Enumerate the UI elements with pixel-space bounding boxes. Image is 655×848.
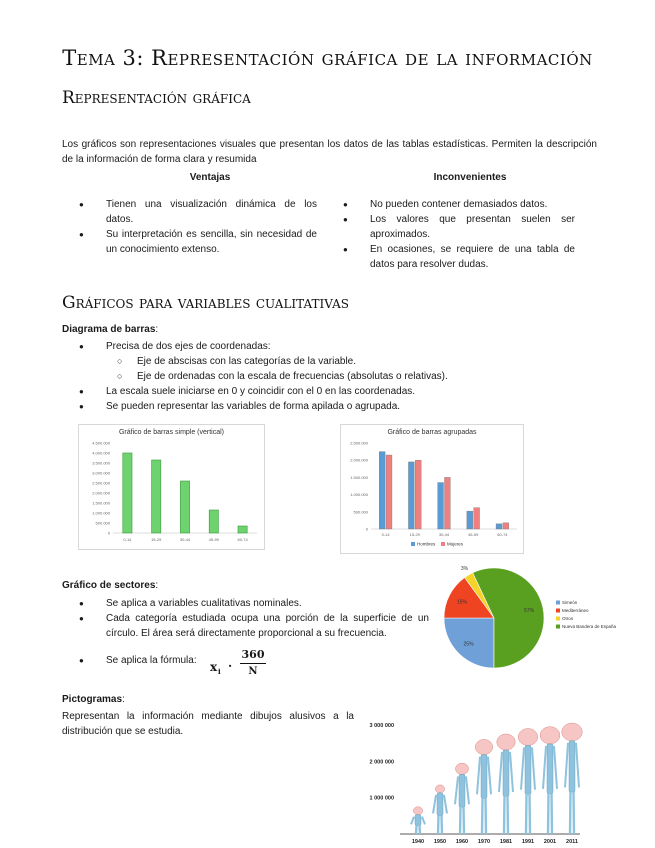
x-tick-label: 1981	[499, 839, 513, 845]
ventajas-title: Ventajas	[189, 172, 231, 183]
legend-label: Simeón	[562, 600, 578, 605]
pictogram-leg	[486, 798, 487, 834]
y-tick-label: 500.000	[95, 520, 110, 526]
list-item: ● Se aplica la fórmula:	[79, 653, 219, 668]
y-tick-label: 2 000 000	[369, 759, 394, 766]
y-tick-label: 0	[107, 530, 110, 536]
legend-label: Hombres	[417, 541, 436, 547]
legend-swatch	[441, 542, 445, 546]
pictogram-arm	[499, 752, 502, 792]
x-tick-label: 1940	[411, 839, 425, 845]
intro-paragraph: Los gráficos son representaciones visuales que presentan los datos de las tablas estadísticas. Permiten la descripción de la información de forma clara y resumida	[62, 139, 597, 165]
bar-hombres	[438, 483, 444, 529]
pictogram-arm	[444, 795, 447, 814]
section-heading-representacion: Representación gráfica	[62, 88, 251, 108]
bar-mujeres	[445, 477, 451, 529]
bar	[152, 460, 161, 533]
barras-label: Diagrama de barras	[62, 324, 156, 335]
x-tick-label: 0-14	[123, 537, 132, 542]
sectores-label: Gráfico de sectores	[62, 580, 156, 591]
y-tick-label: 0	[365, 526, 368, 532]
pictogram-leg	[420, 825, 421, 834]
pictogramas-paragraph: Representan la información mediante dibujos alusivos a la distribución que se estudia.	[62, 711, 354, 737]
pictogram-arm	[455, 776, 458, 804]
pictogram-chart	[358, 700, 588, 848]
simple-bar-chart-plot	[79, 437, 264, 547]
sectores-list	[79, 596, 429, 641]
pictogram-body	[481, 755, 487, 799]
bar	[209, 510, 218, 533]
x-tick-label: 30-44	[438, 532, 450, 537]
formula-list	[79, 653, 219, 668]
x-tick-label: 1950	[433, 839, 447, 845]
pie-slice-label: 3%	[460, 566, 469, 573]
pie-slice-label: 15%	[456, 599, 467, 606]
pictogram-leg	[482, 798, 483, 834]
legend-label: Otros	[562, 616, 574, 621]
pictogram-head	[455, 763, 468, 774]
x-tick-label: 0-14	[381, 532, 390, 537]
barras-list	[79, 339, 599, 414]
pictogram-body	[459, 774, 465, 807]
legend-label: Mediterráneo	[562, 608, 589, 613]
list-item: ● No pueden contener demasiados datos.	[343, 197, 575, 212]
y-tick-label: 1.500.000	[350, 474, 368, 480]
formula-dot: ·	[228, 659, 233, 673]
pictogram-leg	[530, 794, 531, 834]
y-tick-label: 500.000	[353, 509, 368, 515]
list-item: ● En ocasiones, se requiere de una tabla de datos para resolver dudas.	[343, 242, 575, 272]
sub-list-item: ○ Eje de ordenadas con la escala de frecuencias (absolutas o relativas).	[117, 369, 599, 384]
pictogram-leg	[552, 793, 553, 834]
pictogram-leg	[508, 796, 509, 834]
x-tick-label: 30-44	[179, 537, 191, 542]
pictogram-head	[540, 727, 560, 744]
pictogram-head	[475, 739, 492, 754]
bar	[180, 481, 189, 533]
x-tick-label: 45-59	[468, 532, 479, 537]
simple-bar-chart	[78, 424, 265, 550]
bar-hombres	[408, 462, 414, 529]
pie-slice-label: 25%	[463, 641, 474, 648]
formula-numerator: 360	[241, 648, 265, 661]
pictogram-head	[518, 729, 537, 746]
pictogram-arm	[433, 795, 436, 814]
simple-bar-chart-title: Gráfico de barras simple (vertical)	[118, 429, 225, 436]
y-tick-label: 3.000.000	[92, 470, 110, 476]
legend-swatch	[556, 617, 560, 621]
y-tick-label: 3.500.000	[92, 460, 110, 466]
legend-swatch	[556, 609, 560, 613]
pictogram-arm	[411, 817, 414, 825]
pictogram-arm	[565, 743, 568, 788]
pictogram-body	[547, 744, 553, 794]
sub-list-item: ○ Eje de abscisas con las categorías de la variable.	[117, 354, 599, 369]
pictogram-body	[525, 745, 531, 794]
formula-denominator: N	[248, 666, 258, 677]
legend-swatch	[411, 542, 415, 546]
list-item: ● Se aplica a variables cualitativas nominales.	[79, 596, 429, 611]
section-heading-cualitativas: Gráficos para variables cualitativas	[62, 293, 350, 313]
pictogram-arm	[510, 752, 513, 792]
legend-swatch	[556, 601, 560, 605]
pictogram-head	[413, 807, 422, 815]
pictogram-head	[562, 723, 582, 741]
grouped-bar-chart	[340, 424, 524, 554]
inconvenientes-list	[343, 197, 575, 272]
bar-mujeres	[415, 460, 421, 529]
list-item: ● La escala suele iniciarse en 0 y coincidir con el 0 en las coordenadas.	[79, 384, 599, 399]
barras-heading	[62, 324, 158, 335]
bar	[238, 526, 247, 533]
bar-hombres	[379, 452, 385, 529]
y-tick-label: 4.000.000	[92, 450, 110, 456]
pictogram-leg	[464, 807, 465, 834]
y-tick-label: 1.500.000	[92, 500, 110, 506]
y-tick-label: 1.000.000	[350, 492, 368, 498]
pictogram-arm	[422, 817, 425, 825]
y-tick-label: 4.500.000	[92, 440, 110, 446]
list-item: ● Cada categoría estudiada ocupa una porción de la superficie de un círculo. El área será directamente proporcional a su frecuencia.	[79, 611, 429, 641]
barras-colon: :	[155, 324, 159, 335]
pictogram-body	[569, 741, 575, 792]
x-tick-label: 60-74	[237, 537, 248, 542]
y-tick-label: 1.000.000	[92, 510, 110, 516]
list-item: ● Precisa de dos ejes de coordenadas:	[79, 339, 599, 354]
pictogram-body	[503, 750, 509, 796]
y-tick-label: 2.500.000	[92, 480, 110, 486]
pictogram-leg	[438, 816, 439, 834]
pie-chart	[440, 566, 617, 676]
legend-label: Mujeres	[447, 541, 464, 547]
list-item: ● Los valores que presentan suelen ser aproximados.	[343, 212, 575, 242]
pictogram-arm	[543, 746, 546, 789]
pictogramas-colon: :	[122, 694, 125, 705]
y-tick-label: 2.000.000	[350, 457, 368, 463]
pictogram-body	[437, 793, 443, 816]
bar-mujeres	[503, 523, 509, 529]
x-tick-label: 1960	[455, 839, 469, 845]
bar-hombres	[467, 511, 473, 529]
x-tick-label: 45-59	[208, 537, 219, 542]
y-tick-label: 1 000 000	[369, 795, 394, 802]
y-tick-label: 2.000.000	[92, 490, 110, 496]
pictogram-arm	[466, 776, 469, 804]
formula-sub: i	[218, 667, 221, 676]
x-tick-label: 1991	[521, 839, 535, 845]
pictogram-leg	[416, 825, 417, 834]
x-tick-label: 15-29	[409, 532, 420, 537]
pictogram-arm	[554, 746, 557, 789]
grouped-bar-chart-title: Gráfico de barras agrupadas	[387, 429, 477, 436]
bar	[123, 453, 132, 533]
pictogram-arm	[521, 747, 524, 789]
pictogram-leg	[574, 792, 575, 834]
pie-slice-label: 57%	[524, 608, 535, 615]
bar-mujeres	[474, 508, 480, 529]
pictogram-head	[497, 734, 515, 750]
formula-fraction-bar	[240, 663, 266, 664]
pictogram-body	[415, 815, 421, 826]
ventajas-list	[79, 197, 317, 257]
pictogram-leg	[526, 794, 527, 834]
legend-swatch	[556, 625, 560, 629]
inconvenientes-title: Inconvenientes	[433, 172, 507, 183]
x-tick-label: 15-29	[151, 537, 162, 542]
y-tick-label: 3 000 000	[369, 722, 394, 729]
y-tick-label: 2.500.000	[350, 440, 368, 446]
x-tick-label: 1970	[477, 839, 491, 845]
pictogram-leg	[460, 807, 461, 834]
list-item: ● Tienen una visualización dinámica de los datos.	[79, 197, 317, 227]
list-item: ● Se pueden representar las variables de forma apilada o agrupada.	[79, 399, 599, 414]
x-tick-label: 2011	[566, 839, 578, 845]
sectores-heading	[62, 580, 158, 591]
document-title: Tema 3: Representación gráfica de la información	[62, 46, 593, 70]
pictogram-arm	[532, 747, 535, 789]
pictogramas-heading	[62, 694, 125, 705]
pictogram-arm	[576, 743, 579, 788]
x-tick-label: 2001	[543, 839, 557, 845]
x-tick-label: 60-74	[497, 532, 508, 537]
pictogram-head	[435, 785, 444, 793]
pictogram-leg	[548, 793, 549, 834]
bar-mujeres	[386, 455, 392, 529]
pictogramas-label: Pictogramas	[62, 694, 123, 705]
pictogram-leg	[570, 792, 571, 834]
sectores-colon: :	[155, 580, 159, 591]
list-item: ● Su interpretación es sencilla, sin necesidad de un conocimiento extenso.	[79, 227, 317, 257]
legend-label: Nueva Bandera de España	[562, 624, 617, 629]
pictogram-leg	[442, 816, 443, 834]
formula-x: x	[210, 660, 218, 674]
pictogram-arm	[477, 757, 480, 795]
pictogram-arm	[488, 757, 491, 795]
grouped-bar-chart-plot	[341, 437, 523, 551]
pictogram-leg	[504, 796, 505, 834]
bar-hombres	[496, 524, 502, 529]
